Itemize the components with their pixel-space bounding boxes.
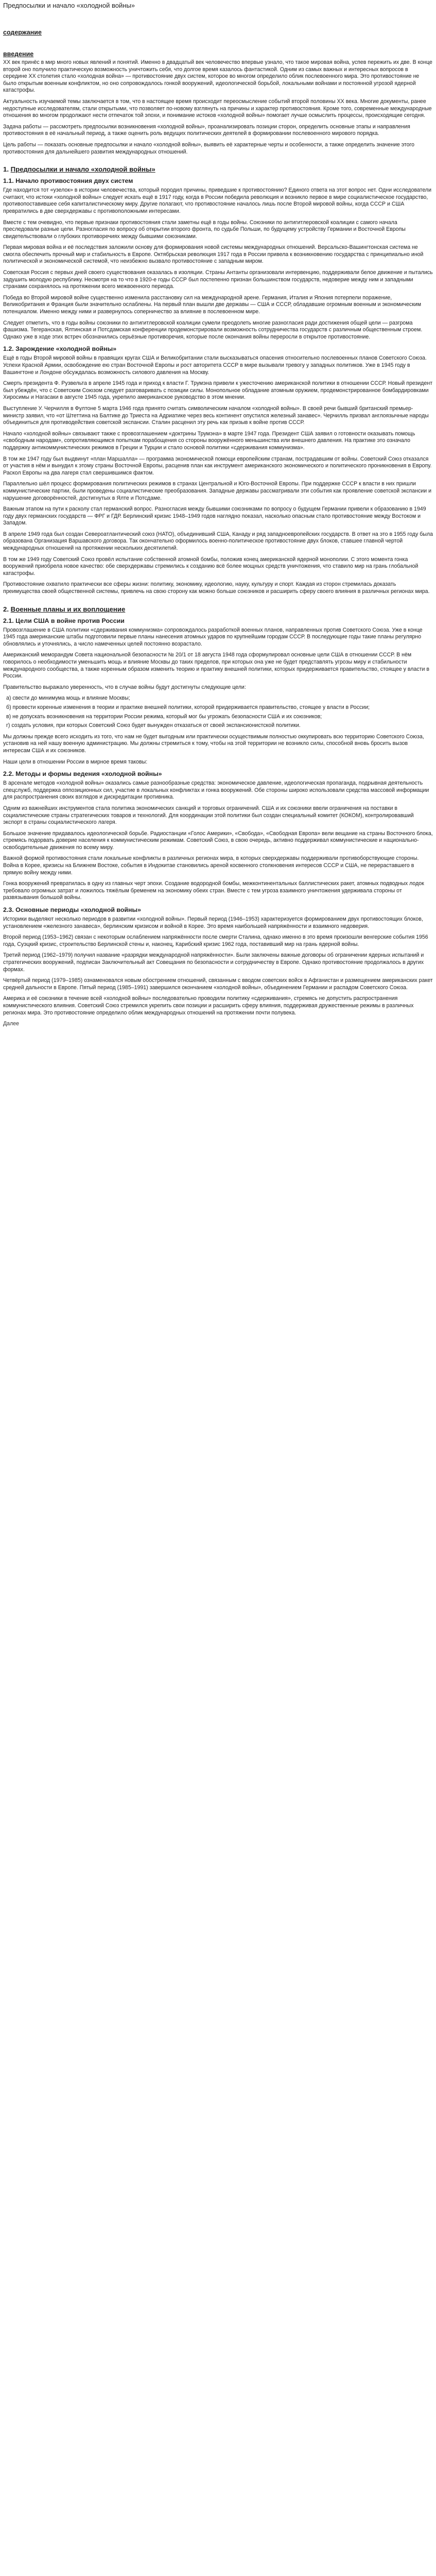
subsection-heading: 2.2. Методы и формы ведения «холодной войны» bbox=[3, 770, 162, 778]
toc-link[interactable]: содержание bbox=[3, 29, 42, 36]
body-paragraph: Важной формой противостояния стали локальные конфликты в различных регионах мира, в которых сверхдержавы поддерживали противоборствующие стороны. Война в Корее, кризисы на Ближнем Востоке, события в Индокитае становились ареной косвенного столкновения интересов СССР и США, не перераставшего в прямую войну между ними. bbox=[3, 855, 419, 876]
body-paragraph: Смерть президента Ф. Рузвельта в апреле 1945 года и приход к власти Г. Трумэна привели к ужесточению американской политики в отношении СССР. Новый президент был убеждён, что с Советским Союзом следует разговаривать с позиции силы. Монопольное обладание атомным оружием, продемонстрированное бомбардировками Хиросимы и Нагасаки в августе 1945 года, укрепило американское руководство в этом мнении. bbox=[3, 380, 433, 401]
body-paragraph: Правительство выражало уверенность, что в случае войны будут достигнуты следующие цели: bbox=[3, 684, 246, 690]
section-heading bbox=[3, 605, 433, 614]
intro-paragraph: XX век принёс в мир много новых явлений и понятий. Именно в двадцатый век человечество впервые узнало, что такое мировая война, успев пережить их две. В конце второй оно получило практическую возможность уничтожить себя, что долгое время казалось фантастикой. Одним из самых важных и интересных вопросов в середине XX столетия стало «холодная война» — противостояние двух систем, которое во многом определило облик послевоенного мира. Это противостояние не было открытым военным конфликтом, но оно сопровождалось гонкой вооружений, идеологической борьбой, локальными войнами и постоянной угрозой ядерной катастрофы. bbox=[3, 59, 432, 94]
goals-list bbox=[3, 695, 433, 729]
body-paragraph: Вместе с тем очевидно, что первые признаки противостояния стали заметны ещё в годы войны. Союзники по антигитлеровской коалиции с самого начала преследовали разные цели. Разногласия по вопросу об открытии второго фронта, по судьбе Польши, по будущему устройству Германии и Восточной Европы свидетельствовали о глубоких противоречиях между бывшими союзниками. bbox=[3, 219, 406, 240]
footer-note: Далее bbox=[3, 1021, 20, 1027]
body-paragraph: Параллельно шёл процесс формирования политических режимов в странах Центральной и Юго-Восточной Европы. При поддержке СССР к власти в них пришли коммунистические партии, были проведены социалистические преобразования. Западные державы рассматривали эти события как проявление советской экспансии и нарушение договорённостей, достигнутых в Ялте и Потсдаме. bbox=[3, 481, 432, 501]
intro-heading: введение bbox=[3, 50, 34, 58]
body-paragraph: Важным этапом на пути к расколу стал германский вопрос. Разногласия между бывшими союзниками по вопросу о будущем Германии привели к образованию в 1949 году двух германских государств — ФРГ и ГДР. Берлинский кризис 1948–1949 годов наглядно показал, насколько опасным стало противостояние между Востоком и Западом. bbox=[3, 506, 426, 527]
body-paragraph: Историки выделяют несколько периодов в развитии «холодной войны». Первый период (1946–1953) характеризуется формированием двух противостоящих блоков, установлением «железного занавеса», берлинским кризисом и войной в Корее. Это время наибольшей напряжённости и взаимного недоверия. bbox=[3, 916, 423, 929]
subsection-heading: 1.2. Зарождение «холодной войны» bbox=[3, 345, 117, 353]
body-paragraph: В апреле 1949 года был создан Североатлантический союз (НАТО), объединивший США, Канаду и ряд западноевропейских государств. В ответ на это в 1955 году была образована Организация Варшавского договора. Так окончательно оформилось военно-политическое противостояние двух блоков, ставшее главной чертой международных отношений на протяжении нескольких десятилетий. bbox=[3, 531, 433, 552]
body-paragraph: Следует отметить, что в годы войны союзники по антигитлеровской коалиции сумели преодолеть многие разногласия ради достижения общей цели — разгрома фашизма. Тегеранская, Ялтинская и Потсдамская конференции продемонстрировали возможность сотрудничества государств с различным общественным строем. Однако уже в ходе этих встреч обозначились серьёзные противоречия, которые после окончания войны переросли в открытое противостояние. bbox=[3, 319, 423, 340]
body-paragraph: Большое значение придавалось идеологической борьбе. Радиостанции «Голос Америки», «Свобода», «Свободная Европа» вели вещание на страны Восточного блока, стремясь подорвать доверие населения к коммунистическим режимам. Советский Союз, в свою очередь, активно поддерживал коммунистические и национально-освободительные движения по всему миру. bbox=[3, 830, 433, 851]
section-number: 2. bbox=[3, 605, 9, 613]
body-paragraph: Наши цели в отношении России в мирное время таковы: bbox=[3, 758, 148, 765]
body-paragraph: Третий период (1962–1979) получил название «разрядки международной напряжённости». Были заключены важные договоры об ограничении ядерных испытаний и стратегических вооружений, подписан Заключительный акт Совещания по безопасности и сотрудничеству в Европе. Однако противостояние продолжалось в других формах. bbox=[3, 952, 424, 973]
body-paragraph: Четвёртый период (1979–1985) ознаменовался новым обострением отношений, связанным с вводом советских войск в Афганистан и размещением американских ракет средней дальности в Европе. Пятый период (1985–1991) завершился окончанием «холодной войны», объединением Германии и распадом Советского Союза. bbox=[3, 977, 433, 991]
section-number: 1. bbox=[3, 165, 9, 174]
body-paragraph: Второй период (1953–1962) связан с некоторым ослаблением напряжённости после смерти Сталина, однако именно в это время произошли венгерские события 1956 года, Суэцкий кризис, строительство Берлинской стены и, наконец, Карибский кризис 1962 года, поставивший мир на грань ядерной войны. bbox=[3, 934, 428, 947]
body-paragraph: Провозглашение в США политики «сдерживания коммунизма» сопровождалось разработкой военных планов, направленных против Советского Союза. Уже в конце 1945 года американские штабы подготовили первые планы нанесения атомных ударов по крупнейшим городам СССР. В последующие годы такие планы регулярно обновлялись и уточнялись, а число намеченных целей постоянно возрастало. bbox=[3, 626, 423, 647]
subsection-heading: 2.1. Цели США в войне против России bbox=[3, 617, 125, 624]
body-paragraph: Гонка вооружений превратилась в одну из главных черт эпохи. Создание водородной бомбы, межконтинентальных баллистических ракет, атомных подводных лодок требовало огромных затрат и ложилось тяжёлым бременем на экономику обеих стран. Вместе с тем угроза взаимного уничтожения удерживала стороны от развязывания большой войны. bbox=[3, 880, 424, 901]
body-paragraph: Первая мировая война и её последствия заложили основу для формирования новой системы международных отношений. Версальско-Вашингтонская система не смогла обеспечить прочный мир и стабильность в Европе. Октябрьская революция 1917 года в России привела к возникновению государства с принципиально иной политической и экономической системой, что неизбежно вызвало противостояние с западным миром. bbox=[3, 244, 424, 265]
sections-container bbox=[3, 165, 433, 1016]
intro-paragraph: Задача работы — рассмотреть предпосылки возникновения «холодной войны», проанализировать позиции сторон, определить основные этапы и направления противостояния в её начальный период, а также оценить роль ведущих политических деятелей в формировании послевоенного мирового порядка. bbox=[3, 123, 410, 137]
section-heading bbox=[3, 165, 433, 174]
body-paragraph: Советская Россия с первых дней своего существования оказалась в изоляции. Страны Антанты организовали интервенцию, поддерживали белое движение и пытались задушить молодую республику. Несмотря на то что в 1920-е годы СССР был постепенно признан большинством государств, недоверие между ним и западными странами сохранялось на протяжении всего межвоенного периода. bbox=[3, 269, 433, 290]
body-paragraph: Победа во Второй мировой войне существенно изменила расстановку сил на международной арене. Германия, Италия и Япония потерпели поражение, Великобритания и Франция были значительно ослаблены. На первый план вышли две державы — США и СССР, обладавшие огромным военным и экономическим потенциалом. Именно между ними и развернулось соперничество за влияние в послевоенном мире. bbox=[3, 294, 422, 315]
section-title: Предпосылки и начало «холодной войны» bbox=[10, 165, 155, 174]
body-paragraph: Ещё в годы Второй мировой войны в правящих кругах США и Великобритании стали высказываться опасения относительно послевоенных планов Советского Союза. Успехи Красной Армии, освобождение ею стран Восточной Европы и рост авторитета СССР в мире вызывали тревогу у западных политиков. Уже в 1945 году в Вашингтоне и Лондоне обсуждалась возможность силового давления на Москву. bbox=[3, 355, 427, 376]
body-paragraph: Где находится тот «узелок» в истории человечества, который породил причины, приведшие к противостоянию? Единого ответа на этот вопрос нет. Одни исследователи считают, что истоки «холодной войны» следует искать ещё в 1917 году, когда в России победила революция и возникло первое в мире социалистическое государство, противопоставившее себя капиталистическому миру. Другие полагают, что противостояние началось лишь после Второй мировой войны, когда СССР и США превратились в две сверхдержавы с противоположными интересами. bbox=[3, 187, 432, 214]
section-title: Военные планы и их воплощение bbox=[10, 605, 126, 613]
page-title: Предпосылки и начало «холодной войны» bbox=[3, 2, 135, 9]
intro-body bbox=[3, 59, 433, 156]
body-paragraph: В том же 1947 году был выдвинут «план Маршалла» — программа экономической помощи европейским странам, пострадавшим от войны. Советский Союз отказался от участия в нём и вынудил к этому страны Восточной Европы, расценив план как инструмент американского экономического и политического проникновения в Европу. Раскол Европы на два лагеря стал свершившимся фактом. bbox=[3, 455, 432, 476]
list-item: б) провести коренные изменения в теории и практике внешней политики, которой придерживается правительство, стоящее у власти в России; bbox=[6, 704, 370, 710]
subsection-heading: 1.1. Начало противостояния двух систем bbox=[3, 177, 133, 185]
body-paragraph: Мы должны прежде всего исходить из того, что нам не будет выгодным или практически осуществимым полностью оккупировать всю территорию Советского Союза, установив на ней нашу военную администрацию. Мы должны стремиться к тому, чтобы на этой территории не возникло силы, способной вновь бросить вызов интересам США и их союзников. bbox=[3, 733, 424, 754]
body-paragraph: В том же 1949 году Советский Союз провёл испытание собственной атомной бомбы, положив конец американской ядерной монополии. С этого момента гонка вооружений приобрела новое качество: обе сверхдержавы стремились к созданию всё более мощных средств уничтожения, что ставило мир на грань глобальной катастрофы. bbox=[3, 556, 418, 577]
document bbox=[0, 0, 436, 1038]
body-paragraph: Выступление У. Черчилля в Фултоне 5 марта 1946 года принято считать символическим началом «холодной войны». В своей речи бывший британский премьер-министр заявил, что «от Штеттина на Балтике до Триеста на Адриатике через весь континент опустился железный занавес». Черчилль призвал англоязычные народы объединиться для противодействия советской экспансии. Сталин расценил эту речь как призыв к войне против СССР. bbox=[3, 405, 429, 426]
body-paragraph: Противостояние охватило практически все сферы жизни: политику, экономику, идеологию, науку, культуру и спорт. Каждая из сторон стремилась доказать преимущества своей общественной системы, привлечь на свою сторону как можно больше союзников и расширить сферу своего влияния в различных регионах мира. bbox=[3, 581, 430, 595]
intro-paragraph: Цель работы — показать основные предпосылки и начало «холодной войны», выявить её характерные черты и особенности, а также определить значение этого противостояния для дальнейшего развития международных отношений. bbox=[3, 141, 415, 155]
list-item: в) не допускать возникновения на территории России режима, который мог бы угрожать безопасности США и их союзников; bbox=[6, 713, 322, 720]
body-paragraph: Американский меморандум Совета национальной безопасности № 20/1 от 18 августа 1948 года сформулировал основные цели США в отношении СССР. В нём говорилось о необходимости уменьшить мощь и влияние Москвы до таких пределов, при которых она уже не будет представлять угрозы миру и стабильности международного сообщества, а также коренным образом изменить теорию и практику внешней политики, которых придерживается правительство, стоящее у власти в России. bbox=[3, 652, 430, 680]
body-paragraph: Начало «холодной войны» связывают также с провозглашением «доктрины Трумэна» в марте 1947 года. Президент США заявил о готовности оказывать помощь «свободным народам», сопротивляющимся попыткам порабощения со стороны вооружённого меньшинства или внешнего давления. На практике это означало поддержку антикоммунистических режимов в Греции и Турции и стало основой политики «сдерживания коммунизма». bbox=[3, 430, 415, 451]
list-item: г) создать условия, при которых Советский Союз будет вынужден отказаться от своей экспансионистской политики. bbox=[6, 722, 301, 729]
list-item: а) свести до минимума мощь и влияние Москвы; bbox=[6, 695, 130, 702]
intro-paragraph: Актуальность изучаемой темы заключается в том, что в настоящее время происходит переосмысление событий второй половины XX века. Многие документы, ранее недоступные исследователям, стали открытыми, что позволяет по-новому взглянуть на причины и характер противостояния. Кроме того, современные международные отношения во многом продолжают нести отпечаток той эпохи, и понимание истоков «холодной войны» помогает лучше осмыслить процессы, происходящие сегодня. bbox=[3, 98, 432, 119]
body-paragraph: В арсенале методов «холодной войны» оказались самые разнообразные средства: экономическое давление, идеологическая пропаганда, подрывная деятельность спецслужб, поддержка оппозиционных сил, участие в локальных конфликтах и гонка вооружений. Обе стороны широко использовали средства массовой информации для распространения своих взглядов и дискредитации противника. bbox=[3, 780, 429, 801]
subsection-heading: 2.3. Основные периоды «холодной войны» bbox=[3, 906, 141, 914]
body-paragraph: Одним из важнейших инструментов стала политика экономических санкций и торговых ограничений. США и их союзники ввели ограничения на поставки в социалистические страны стратегических товаров и технологий. Для координации этой политики был создан специальный комитет (КОКОМ), контролировавший экспорт в страны социалистического лагеря. bbox=[3, 805, 414, 826]
body-paragraph: Америка и её союзники в течение всей «холодной войны» последовательно проводили политику «сдерживания», стремясь не допустить распространения коммунистического влияния. Советский Союз стремился укрепить свои позиции и расширить сферу влияния, поддерживая дружественные режимы в различных регионах мира. Это противостояние определило облик международных отношений на протяжении почти полувека. bbox=[3, 995, 414, 1016]
